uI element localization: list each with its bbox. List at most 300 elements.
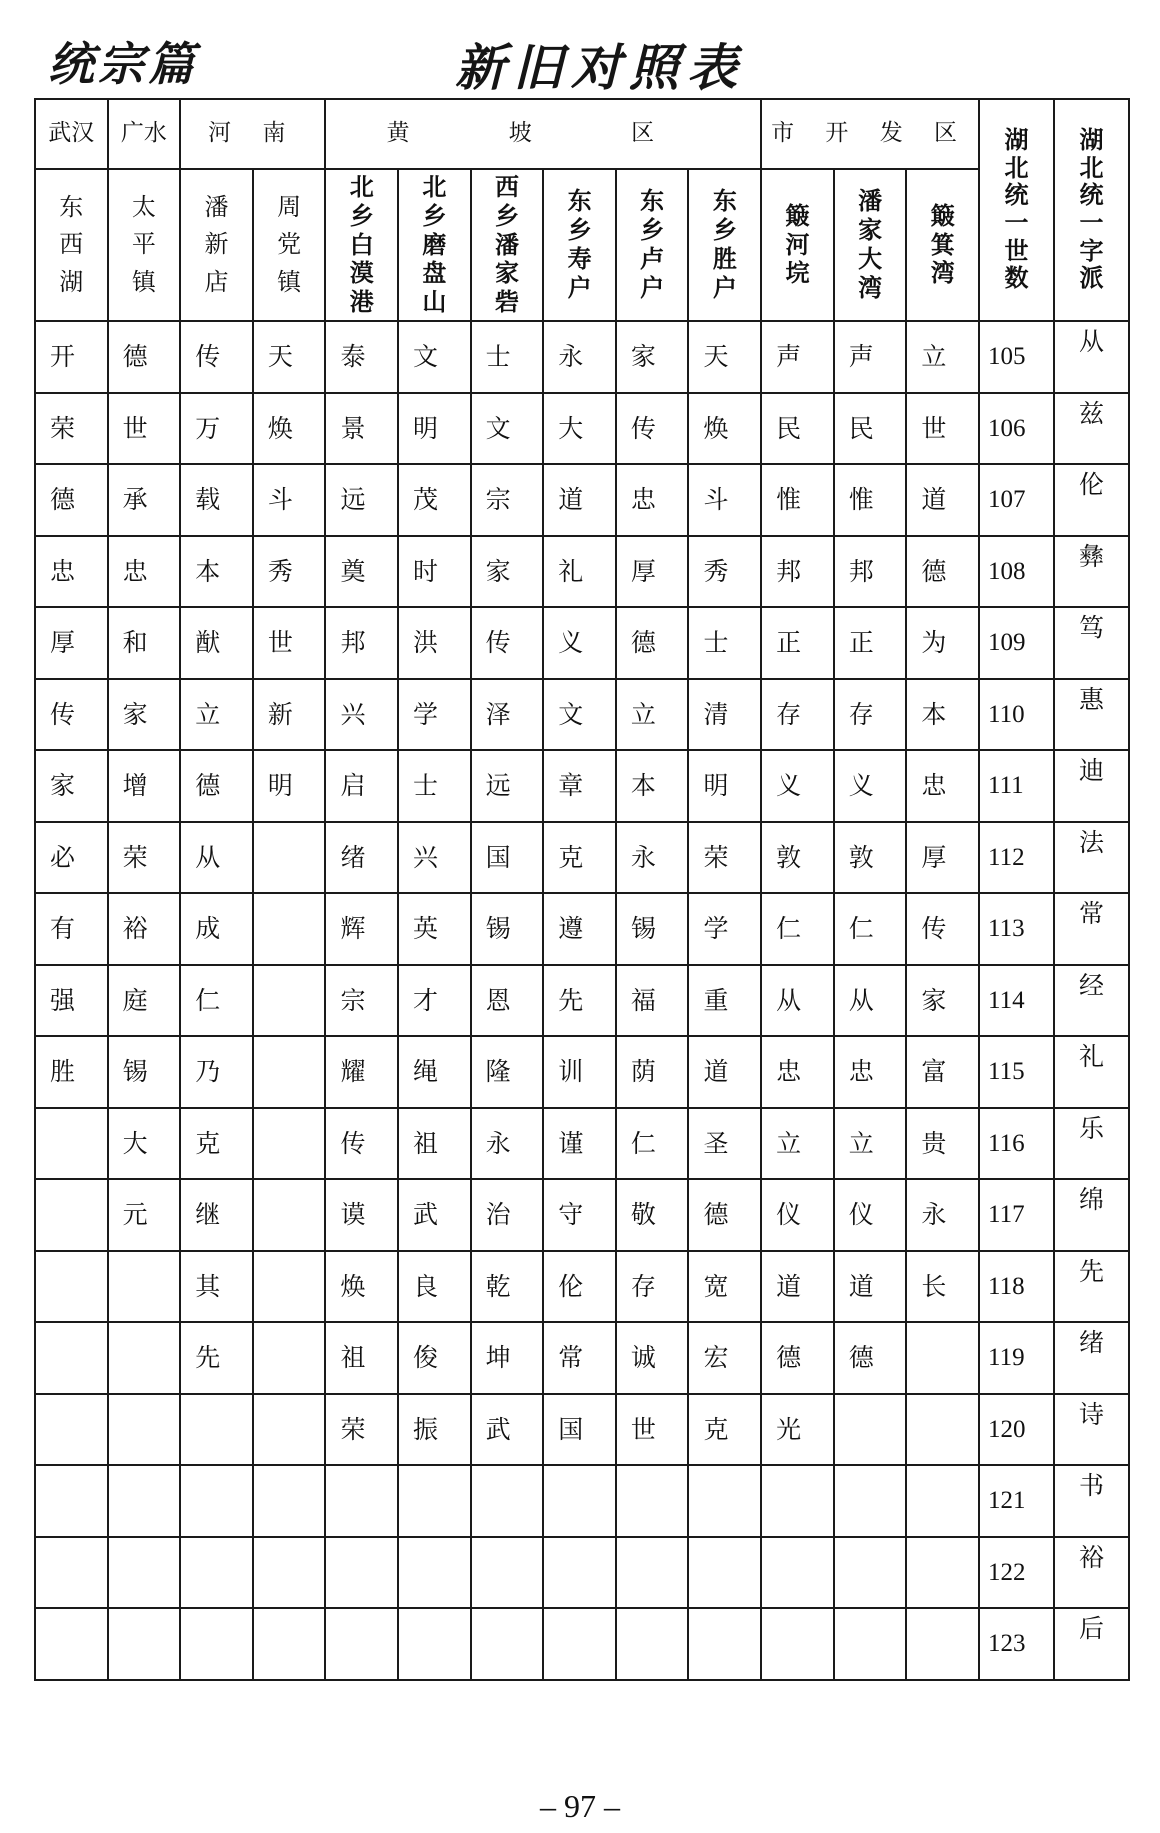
- zipai-cell: [253, 1394, 326, 1466]
- zipai-cell: 治: [471, 1179, 544, 1251]
- place-header: [906, 169, 979, 321]
- zipai-cell: 义: [834, 750, 907, 822]
- zipai-cell: 德: [180, 750, 253, 822]
- generation-row: [35, 1322, 1129, 1394]
- zipai-cell: 光: [761, 1394, 834, 1466]
- zipai-cell: [253, 822, 326, 894]
- zipai-cell: 训: [543, 1036, 616, 1108]
- zipai-cell: [398, 1608, 471, 1680]
- zipai-cell: [35, 1394, 108, 1466]
- zipai-cell: 忠: [761, 1036, 834, 1108]
- zipai-cell: 邦: [834, 536, 907, 608]
- generation-row: [35, 1108, 1129, 1180]
- place-header: [471, 169, 544, 321]
- zipai-cell: [906, 1394, 979, 1466]
- zipai-cell: 泰: [325, 321, 398, 393]
- zipai-cell: 焕: [688, 393, 761, 465]
- document-title: 新旧对照表: [455, 39, 745, 97]
- zipai-cell: 辉: [325, 893, 398, 965]
- zipai-cell: 耀: [325, 1036, 398, 1108]
- zipai-cell: 德: [35, 464, 108, 536]
- zipai-cell: 荣: [688, 822, 761, 894]
- zipai-cell: 道: [906, 464, 979, 536]
- zipai-cell: 乾: [471, 1251, 544, 1323]
- zipai-cell: 洪: [398, 607, 471, 679]
- zipai-cell: 清: [688, 679, 761, 751]
- zipai-cell: 国: [543, 1394, 616, 1466]
- zipai-cell: 强: [35, 965, 108, 1037]
- zipai-cell: 茂: [398, 464, 471, 536]
- group-header-wuhan: 武汉: [35, 99, 108, 169]
- zipai-cell: 大: [108, 1108, 181, 1180]
- zipai-cell: 国: [471, 822, 544, 894]
- generation-row: [35, 1036, 1129, 1108]
- zipai-cell: 从: [761, 965, 834, 1037]
- zipai-cell: 永: [616, 822, 689, 894]
- place-header-label: 东乡卢户: [640, 187, 665, 302]
- zipai-cell: [688, 1608, 761, 1680]
- zipai-cell: 锡: [471, 893, 544, 965]
- zipai-cell: 文: [543, 679, 616, 751]
- zipai-cell: 斗: [688, 464, 761, 536]
- place-header-label: 潘家大湾: [858, 187, 883, 302]
- zipai-cell: 仪: [834, 1179, 907, 1251]
- zipai-cell: 声: [834, 321, 907, 393]
- zipai-cell: 世: [253, 607, 326, 679]
- zipai-cell: [253, 1251, 326, 1323]
- zipai-cell: 厚: [616, 536, 689, 608]
- zipai-cell: [35, 1537, 108, 1609]
- zipai-cell: [834, 1394, 907, 1466]
- unified-zipai-cell: 绵: [1054, 1179, 1129, 1251]
- place-header-label: 太平镇: [131, 193, 156, 296]
- zipai-cell: 仁: [761, 893, 834, 965]
- zipai-cell: [35, 1108, 108, 1180]
- place-header: [543, 169, 616, 321]
- zipai-cell: 庭: [108, 965, 181, 1037]
- generation-number: 122: [979, 1537, 1054, 1609]
- zipai-cell: [180, 1465, 253, 1537]
- zipai-cell: 厚: [906, 822, 979, 894]
- zipai-cell: 家: [35, 750, 108, 822]
- unified-zipai-cell: 彝: [1054, 536, 1129, 608]
- zipai-cell: [616, 1465, 689, 1537]
- zipai-cell: 长: [906, 1251, 979, 1323]
- zipai-cell: 忠: [35, 536, 108, 608]
- zipai-cell: 绳: [398, 1036, 471, 1108]
- generation-number: 109: [979, 607, 1054, 679]
- zipai-cell: [253, 1179, 326, 1251]
- zipai-cell: [253, 1322, 326, 1394]
- place-header-label: 簸箕湾: [930, 201, 955, 288]
- zipai-cell: [180, 1608, 253, 1680]
- zipai-cell: [543, 1465, 616, 1537]
- zipai-cell: 义: [761, 750, 834, 822]
- zipai-cell: 元: [108, 1179, 181, 1251]
- zipai-cell: [108, 1394, 181, 1466]
- zipai-cell: 谨: [543, 1108, 616, 1180]
- zipai-cell: 惟: [761, 464, 834, 536]
- place-header: [398, 169, 471, 321]
- zipai-cell: 家: [906, 965, 979, 1037]
- zipai-cell: [108, 1608, 181, 1680]
- zipai-cell: 武: [398, 1179, 471, 1251]
- zipai-cell: [761, 1465, 834, 1537]
- zipai-cell: 锡: [108, 1036, 181, 1108]
- zipai-cell: 家: [616, 321, 689, 393]
- zipai-cell: 传: [35, 679, 108, 751]
- zipai-cell: [616, 1608, 689, 1680]
- place-header-row: [35, 169, 1129, 321]
- place-header-label: 北乡白漠港: [349, 173, 374, 317]
- place-header: [253, 169, 326, 321]
- zipai-cell: 先: [543, 965, 616, 1037]
- zipai-cell: 士: [471, 321, 544, 393]
- zipai-cell: [35, 1251, 108, 1323]
- zipai-cell: 远: [471, 750, 544, 822]
- zipai-cell: [180, 1537, 253, 1609]
- place-header: [834, 169, 907, 321]
- generation-number: 105: [979, 321, 1054, 393]
- zipai-cell: 立: [761, 1108, 834, 1180]
- zipai-cell: 德: [761, 1322, 834, 1394]
- zipai-cell: [471, 1537, 544, 1609]
- zipai-cell: 兴: [325, 679, 398, 751]
- zipai-cell: 本: [616, 750, 689, 822]
- unified-zipai-cell: 诗: [1054, 1394, 1129, 1466]
- place-header: [761, 169, 834, 321]
- zipai-cell: 宗: [471, 464, 544, 536]
- zipai-cell: [906, 1608, 979, 1680]
- zipai-cell: 大: [543, 393, 616, 465]
- place-header-label: 东乡胜户: [712, 187, 737, 302]
- place-header-label: 周党镇: [277, 193, 302, 296]
- zipai-cell: 传: [906, 893, 979, 965]
- zipai-cell: 良: [398, 1251, 471, 1323]
- zipai-cell: 坤: [471, 1322, 544, 1394]
- unified-zipai-cell: 绪: [1054, 1322, 1129, 1394]
- zipai-cell: 家: [471, 536, 544, 608]
- generation-number: 121: [979, 1465, 1054, 1537]
- zipai-cell: 传: [471, 607, 544, 679]
- generation-row: [35, 679, 1129, 751]
- zipai-cell: 家: [108, 679, 181, 751]
- zipai-cell: 仁: [180, 965, 253, 1037]
- generation-row: [35, 321, 1129, 393]
- zipai-cell: 立: [834, 1108, 907, 1180]
- zipai-cell: 存: [616, 1251, 689, 1323]
- zipai-cell: 本: [906, 679, 979, 751]
- generation-row: [35, 393, 1129, 465]
- generation-row: [35, 464, 1129, 536]
- place-header-label: 潘新店: [204, 193, 229, 296]
- zipai-cell: 万: [180, 393, 253, 465]
- zipai-cell: 隆: [471, 1036, 544, 1108]
- zipai-cell: 永: [471, 1108, 544, 1180]
- zipai-cell: 立: [906, 321, 979, 393]
- zipai-cell: 明: [688, 750, 761, 822]
- zipai-cell: 道: [688, 1036, 761, 1108]
- zipai-cell: 德: [906, 536, 979, 608]
- zipai-cell: 克: [688, 1394, 761, 1466]
- zipai-cell: [253, 1465, 326, 1537]
- zipai-cell: 从: [834, 965, 907, 1037]
- place-header-label: 西乡潘家砦: [494, 173, 519, 317]
- zipai-cell: 明: [253, 750, 326, 822]
- zipai-cell: [180, 1394, 253, 1466]
- place-header-label: 北乡磨盘山: [422, 173, 447, 317]
- zipai-cell: [398, 1465, 471, 1537]
- generation-row: [35, 965, 1129, 1037]
- zipai-cell: 裕: [108, 893, 181, 965]
- zipai-cell: 道: [543, 464, 616, 536]
- zipai-cell: 守: [543, 1179, 616, 1251]
- unified-zipai-cell: 兹: [1054, 393, 1129, 465]
- zipai-cell: [471, 1608, 544, 1680]
- unified-zipai-cell: 笃: [1054, 607, 1129, 679]
- zipai-cell: [325, 1465, 398, 1537]
- zipai-cell: 明: [398, 393, 471, 465]
- zipai-cell: 富: [906, 1036, 979, 1108]
- zipai-cell: [688, 1465, 761, 1537]
- zipai-cell: 忠: [108, 536, 181, 608]
- zipai-cell: 荣: [35, 393, 108, 465]
- generation-number: 119: [979, 1322, 1054, 1394]
- zipai-cell: 荫: [616, 1036, 689, 1108]
- generation-comparison-table: [34, 98, 1130, 1681]
- group-header-huangpo: 黄 坡 区: [325, 99, 761, 169]
- zipai-cell: 焕: [253, 393, 326, 465]
- zipai-cell: 敦: [834, 822, 907, 894]
- generation-number: 118: [979, 1251, 1054, 1323]
- zipai-cell: 忠: [834, 1036, 907, 1108]
- zipai-cell: 存: [761, 679, 834, 751]
- zipai-cell: 诚: [616, 1322, 689, 1394]
- zipai-cell: 秀: [253, 536, 326, 608]
- zipai-cell: 惟: [834, 464, 907, 536]
- zipai-cell: [35, 1322, 108, 1394]
- zipai-cell: [471, 1465, 544, 1537]
- zipai-cell: 重: [688, 965, 761, 1037]
- zipai-cell: 存: [834, 679, 907, 751]
- zipai-cell: 荣: [325, 1394, 398, 1466]
- zipai-cell: 增: [108, 750, 181, 822]
- zipai-cell: 克: [180, 1108, 253, 1180]
- zipai-cell: 道: [834, 1251, 907, 1323]
- zipai-cell: 英: [398, 893, 471, 965]
- zipai-cell: 永: [543, 321, 616, 393]
- zipai-cell: [543, 1537, 616, 1609]
- zipai-cell: 正: [761, 607, 834, 679]
- page-header: [0, 0, 1160, 100]
- zipai-cell: 其: [180, 1251, 253, 1323]
- generation-number: 113: [979, 893, 1054, 965]
- unified-zipai-cell: 伦: [1054, 464, 1129, 536]
- unified-zipai-cell: 迪: [1054, 750, 1129, 822]
- zipai-cell: [35, 1179, 108, 1251]
- zipai-cell: 仪: [761, 1179, 834, 1251]
- zipai-cell: [325, 1537, 398, 1609]
- zipai-cell: 祖: [325, 1322, 398, 1394]
- zipai-cell: 斗: [253, 464, 326, 536]
- zipai-cell: [253, 1108, 326, 1180]
- unified-zipai-cell: 从: [1054, 321, 1129, 393]
- zipai-cell: [761, 1608, 834, 1680]
- zipai-cell: 宽: [688, 1251, 761, 1323]
- zipai-cell: 世: [108, 393, 181, 465]
- place-header-label: 簸河垸: [785, 201, 810, 288]
- zipai-cell: 常: [543, 1322, 616, 1394]
- zipai-cell: 民: [761, 393, 834, 465]
- zipai-cell: 厚: [35, 607, 108, 679]
- generation-number: 111: [979, 750, 1054, 822]
- zipai-cell: [108, 1465, 181, 1537]
- zipai-cell: 学: [398, 679, 471, 751]
- zipai-cell: 猷: [180, 607, 253, 679]
- zipai-cell: 义: [543, 607, 616, 679]
- zipai-cell: 载: [180, 464, 253, 536]
- zipai-cell: 宏: [688, 1322, 761, 1394]
- zipai-cell: 仁: [616, 1108, 689, 1180]
- zipai-cell: 士: [398, 750, 471, 822]
- place-header: [180, 169, 253, 321]
- zipai-cell: 继: [180, 1179, 253, 1251]
- zipai-cell: [616, 1537, 689, 1609]
- zipai-cell: 俊: [398, 1322, 471, 1394]
- zipai-cell: [906, 1465, 979, 1537]
- zipai-cell: 立: [616, 679, 689, 751]
- zipai-cell: [543, 1608, 616, 1680]
- zipai-cell: 焕: [325, 1251, 398, 1323]
- zipai-cell: 敦: [761, 822, 834, 894]
- generation-row: [35, 1179, 1129, 1251]
- zipai-cell: 德: [108, 321, 181, 393]
- group-header-henan: 河 南: [180, 99, 325, 169]
- unified-zipai-cell: 常: [1054, 893, 1129, 965]
- zipai-cell: 世: [906, 393, 979, 465]
- zipai-cell: 从: [180, 822, 253, 894]
- unified-zipai-cell: 后: [1054, 1608, 1129, 1680]
- zipai-cell: 胜: [35, 1036, 108, 1108]
- generation-number: 108: [979, 536, 1054, 608]
- zipai-cell: 文: [398, 321, 471, 393]
- zipai-cell: [108, 1537, 181, 1609]
- generation-row: [35, 1251, 1129, 1323]
- zipai-cell: 仁: [834, 893, 907, 965]
- zipai-cell: 天: [253, 321, 326, 393]
- zipai-cell: [108, 1251, 181, 1323]
- header-hubei-zipai: 湖北统一字派: [1054, 99, 1129, 321]
- generation-row: [35, 893, 1129, 965]
- zipai-cell: 德: [688, 1179, 761, 1251]
- zipai-cell: 永: [906, 1179, 979, 1251]
- zipai-cell: 忠: [616, 464, 689, 536]
- unified-zipai-cell: 乐: [1054, 1108, 1129, 1180]
- zipai-cell: [834, 1608, 907, 1680]
- generation-row: [35, 1608, 1129, 1680]
- zipai-cell: [906, 1322, 979, 1394]
- zipai-cell: 敬: [616, 1179, 689, 1251]
- zipai-cell: 宗: [325, 965, 398, 1037]
- zipai-cell: 传: [616, 393, 689, 465]
- zipai-cell: [35, 1465, 108, 1537]
- zipai-cell: 有: [35, 893, 108, 965]
- zipai-cell: [834, 1537, 907, 1609]
- zipai-cell: 文: [471, 393, 544, 465]
- zipai-cell: 道: [761, 1251, 834, 1323]
- zipai-cell: 承: [108, 464, 181, 536]
- generation-number: 120: [979, 1394, 1054, 1466]
- page-number: – 97 –: [540, 1788, 620, 1824]
- zipai-cell: 忠: [906, 750, 979, 822]
- zipai-cell: [761, 1537, 834, 1609]
- zipai-cell: 武: [471, 1394, 544, 1466]
- zipai-cell: [688, 1537, 761, 1609]
- generation-row: [35, 1465, 1129, 1537]
- zipai-cell: [834, 1465, 907, 1537]
- zipai-cell: [253, 1537, 326, 1609]
- zipai-cell: 远: [325, 464, 398, 536]
- zipai-cell: 士: [688, 607, 761, 679]
- generation-row: [35, 1537, 1129, 1609]
- group-header-kaifaqu: 市 开 发 区: [761, 99, 979, 169]
- group-header-row: [35, 99, 1129, 169]
- place-header-label: 东西湖: [59, 193, 84, 296]
- zipai-cell: 为: [906, 607, 979, 679]
- unified-zipai-cell: 法: [1054, 822, 1129, 894]
- place-header-label: 东乡寿户: [567, 187, 592, 302]
- zipai-cell: [253, 1608, 326, 1680]
- place-header: [108, 169, 181, 321]
- place-header: [35, 169, 108, 321]
- zipai-cell: 才: [398, 965, 471, 1037]
- zipai-cell: 绪: [325, 822, 398, 894]
- zipai-cell: 时: [398, 536, 471, 608]
- group-header-guangshui: 广水: [108, 99, 181, 169]
- generation-number: 114: [979, 965, 1054, 1037]
- zipai-cell: 章: [543, 750, 616, 822]
- zipai-cell: 传: [325, 1108, 398, 1180]
- zipai-cell: 景: [325, 393, 398, 465]
- zipai-cell: [108, 1322, 181, 1394]
- zipai-cell: 启: [325, 750, 398, 822]
- generation-number: 106: [979, 393, 1054, 465]
- generation-number: 115: [979, 1036, 1054, 1108]
- zipai-cell: 克: [543, 822, 616, 894]
- unified-zipai-cell: 先: [1054, 1251, 1129, 1323]
- zipai-cell: [906, 1537, 979, 1609]
- zipai-cell: [253, 965, 326, 1037]
- unified-zipai-cell: 经: [1054, 965, 1129, 1037]
- zipai-cell: 传: [180, 321, 253, 393]
- zipai-cell: 秀: [688, 536, 761, 608]
- zipai-cell: 和: [108, 607, 181, 679]
- generation-number: 112: [979, 822, 1054, 894]
- generation-number: 117: [979, 1179, 1054, 1251]
- zipai-cell: [253, 1036, 326, 1108]
- zipai-cell: 奠: [325, 536, 398, 608]
- zipai-cell: [398, 1537, 471, 1609]
- zipai-cell: 贵: [906, 1108, 979, 1180]
- zipai-cell: 邦: [761, 536, 834, 608]
- generation-row: [35, 1394, 1129, 1466]
- place-header: [325, 169, 398, 321]
- zipai-cell: 邦: [325, 607, 398, 679]
- generation-number: 116: [979, 1108, 1054, 1180]
- zipai-cell: 世: [616, 1394, 689, 1466]
- unified-zipai-cell: 书: [1054, 1465, 1129, 1537]
- zipai-cell: 锡: [616, 893, 689, 965]
